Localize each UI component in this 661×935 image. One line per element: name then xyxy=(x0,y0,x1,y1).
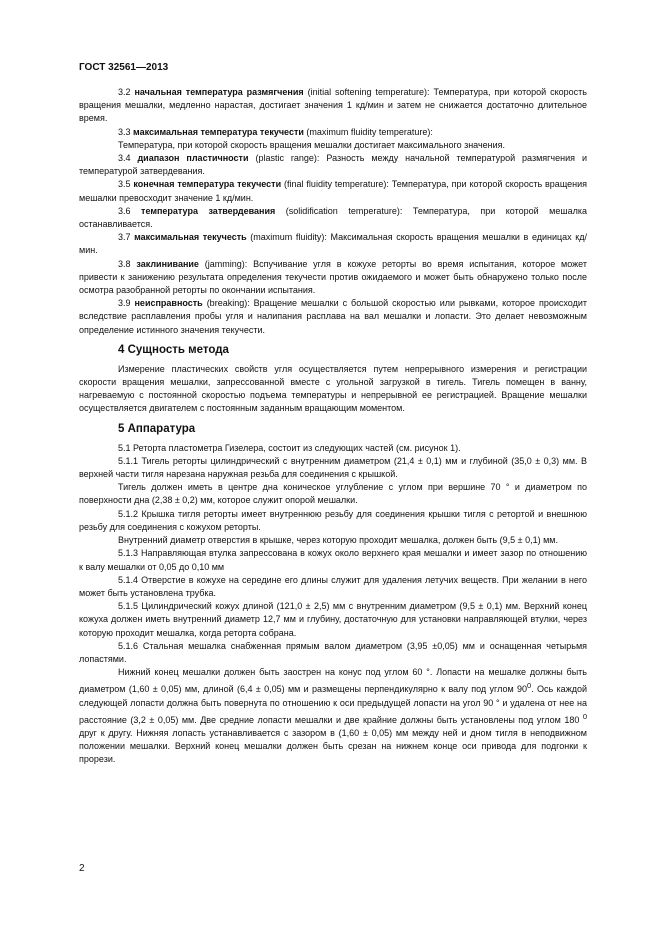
section-5-last-paragraph xyxy=(79,666,587,766)
last-para-part-b: . Ось каждой следующей лопасти должна быть повернута по отношению к оси предыдущей лопасти на угол 90 ° и удалена от нее на расстояние (3,2 ± 0,05) мм. Две средние лопасти мешалки и две крайние должны быть установлены под углом 180 xyxy=(79,684,587,725)
last-para-sup-2: 0 xyxy=(582,711,587,721)
definition-item xyxy=(79,139,587,152)
definition-text: (plastic range): Разность между начальной температурой размягчения и температурой затвердевания. xyxy=(79,153,587,177)
definition-number: 3.9 xyxy=(118,298,131,309)
last-para-part-a: Нижний конец мешалки должен быть заострен на конус под углом 60 °. Лопасти на мешалке должны быть диаметром (1,60 ± 0,05) мм, длиной (6,4 ± 0,05) мм и размещены перпендикулярно к валу под углом 90 xyxy=(79,667,587,695)
section-5-paragraph: 5.1 Реторта пластометра Гизелера, состоит из следующих частей (см. рисунок 1). xyxy=(118,442,461,453)
definition-item xyxy=(79,205,587,231)
definition-item xyxy=(79,86,587,126)
definition-item xyxy=(79,126,587,139)
definition-number: 3.8 xyxy=(118,258,131,269)
definition-term: конечная температура текучести xyxy=(133,179,282,190)
definition-item xyxy=(79,231,587,257)
definition-text: (initial softening temperature): Температура, при которой скорость вращения мешалки, медленно нарастая, достигает значения 1 кд/мин и затем не снижается достаточно длительное время. xyxy=(79,87,587,124)
section-5-paragraph: 5.1.1 Тигель реторты цилиндрический с внутренним диаметром (21,4 ± 0,1) мм и глубиной (35,0 ± 0,3) мм. В верхней части тигля нарезана наружная резьба для соединения с крышкой. xyxy=(79,455,587,480)
definition-term: заклинивание xyxy=(136,258,199,269)
definition-term: максимальная температура текучести xyxy=(133,126,304,137)
section-5-paragraph: Тигель должен иметь в центре дна коническое углубление с углом при вершине 70 ° и диаметром по поверхности дна (2,38 ± 0,2) мм, которое служит опорой мешалки. xyxy=(79,482,587,506)
definition-number: 3.2 xyxy=(118,87,131,97)
definitions-list xyxy=(79,86,587,337)
section-5-paragraph: 5.1.3 Направляющая втулка запрессована в кожух около верхнего края мешалки и имеет зазор по отношению к валу мешалки от 0,05 до 0,10 мм xyxy=(79,548,587,572)
definition-text: (solidification temperature): Температура, при которой мешалка останавливается. xyxy=(79,205,587,230)
definition-term: температура затвердевания xyxy=(141,205,276,216)
definition-number: 3.3 xyxy=(118,126,131,137)
definition-text: (maximum fluidity temperature): xyxy=(303,126,433,137)
section-5-paragraph: 5.1.6 Стальная мешалка снабженная прямым валом диаметром (3,95 ±0,05) мм и оснащенная четырьмя лопастями. xyxy=(79,640,587,664)
definition-text: Температура, при которой скорость вращения мешалки достигает максимального значения. xyxy=(118,139,506,150)
definition-item xyxy=(79,297,587,337)
definition-number: 3.6 xyxy=(118,205,131,216)
definition-number: 3.4 xyxy=(118,153,131,164)
definition-text: (jamming): Вспучивание угля в кожухе реторты во время испытания, которое может привести к занижению результата определения текучести против ожидаемого и может быть обнаружено только после осмотра разобранной реторты по окончании испытания. xyxy=(79,258,587,296)
last-para-part-c: друг к другу. Нижняя лопасть устанавливается с зазором в (1,60 ± 0,05) мм между ней и дном тигля в неподвижном положении мешалки. Верхний конец мешалки должен быть срезан на нижнем конце оси привода для подгонки к прорези. xyxy=(79,727,587,765)
page-content xyxy=(79,86,587,767)
definition-number: 3.5 xyxy=(118,179,131,190)
definition-item xyxy=(79,258,587,298)
definition-term: неисправность xyxy=(134,298,203,309)
last-para-sup-1: 0 xyxy=(527,681,532,691)
page-number: 2 xyxy=(79,863,85,874)
definition-text: (maximum fluidity): Максимальная скорость вращения мешалки в единицах кд/мин. xyxy=(79,232,587,256)
section-5-heading: 5 Аппаратура xyxy=(118,422,196,435)
definition-term: максимальная текучесть xyxy=(134,232,247,243)
definition-item xyxy=(79,178,587,204)
section-4-heading: 4 Сущность метода xyxy=(118,343,229,356)
section-5-paragraph: 5.1.2 Крышка тигля реторты имеет внутреннюю резьбу для соединения крышки тигля с ретортой и внешнюю резьбу для соединения с кожухом реторты. xyxy=(79,508,587,532)
definition-term: начальная температура размягчения xyxy=(134,87,304,97)
section-5-paragraphs xyxy=(79,442,587,666)
section-5-paragraph: Внутренний диаметр отверстия в крышке, через которую проходит мешалка, должен быть (9,5 ± 0,1) мм. xyxy=(118,535,558,546)
definition-number: 3.7 xyxy=(118,232,131,243)
section-5-paragraph: 5.1.4 Отверстие в кожухе на середине его длины служит для удаления летучих веществ. При желании в него может быть установлена трубка. xyxy=(79,574,587,598)
section-4-text: Измерение пластических свойств угля осуществляется путем непрерывного измерения и регистрации скорости вращения мешалки, запрессованной вместе с угольной загрузкой в тигель. Тигель помещен в ванну, нагреваемую с постоянной скоростью подъема температуры и непрерывной ее регистрацией. Вращение мешалки осуществляется двигателем с постоянным заданным вращающим моментом. xyxy=(79,363,587,414)
definition-term: диапазон пластичности xyxy=(137,153,249,164)
definition-item xyxy=(79,152,587,178)
section-5-paragraph: 5.1.5 Цилиндрический кожух длиной (121,0 ± 2,5) мм с внутренним диаметром (9,5 ± 0,1) мм. Верхний конец кожуха должен иметь внутренний диаметр 12,7 мм и глубину, достаточную для установки направляющей втулки, через которую проходит мешалка, когда реторта собрана. xyxy=(79,601,587,638)
definition-text: (final fluidity temperature): Температура, при которой скорость вращения мешалки превосходит значение 1 кд/мин. xyxy=(79,179,587,203)
document-header: ГОСТ 32561—2013 xyxy=(79,62,169,73)
definition-text: (breaking): Вращение мешалки с большой скоростью или рывками, которое происходит вследствие расплавления пробы угля и налипания расплава на вал мешалки и лопасти. Это делает невозможным определение истинного значения текучести. xyxy=(79,298,587,335)
